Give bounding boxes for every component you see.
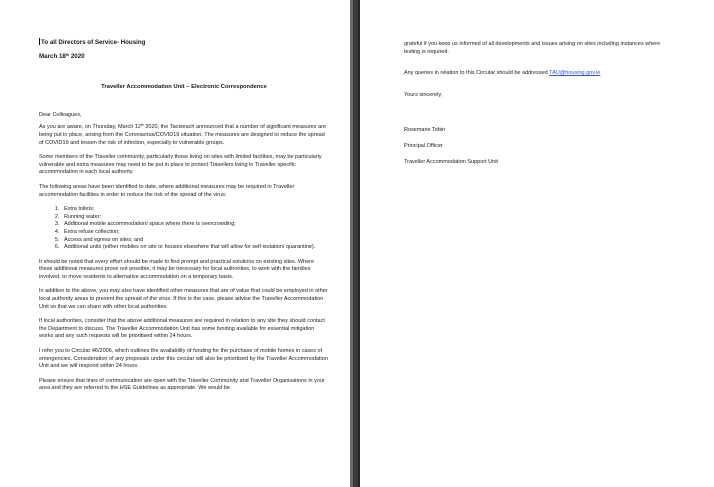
list-item: 5. Access and egress on sites; and <box>61 237 329 245</box>
page-1-body <box>39 38 329 400</box>
recipient-text: To all Directors of Service- Housing <box>41 39 146 46</box>
paragraph-7: I refer you to Circular 46/2006, which outlines the availability of funding for the purchase of mobile homes in cases of emergencies. Consideration of any proposals under this circular will also be prioritised by the Traveller Accommodation Unit and we will respond within 24 hours. <box>39 348 328 370</box>
measures-list <box>39 206 329 252</box>
letter-heading: Traveller Accommodation Unit – Electronic Correspondence <box>101 84 267 91</box>
queries-text: Any queries in relation to this Circular should be addressed <box>404 70 550 77</box>
closing: Yours sincerely, <box>404 91 443 98</box>
page-gap <box>350 0 360 487</box>
recipient-line <box>39 38 329 47</box>
list-item: 4. Extra refuse collection; <box>61 229 329 237</box>
page-gap-highlight <box>350 0 353 487</box>
paragraph-2: Some members of the Traveller community, particularly those living on sites with limited facilities, may be particularly vulnerable and extra measures may need to be put in place to protect Travellers living in Traveller specific accommodation in each local authority. <box>39 154 322 176</box>
text-cursor <box>39 38 40 45</box>
list-item: 3. Additional mobile accommodation/ space where there is overcrowding; <box>61 221 329 229</box>
paragraph-3: The following areas have been identified to date, where additional measures may be required in Traveller accommodation facilities in order to reduce the risk of the spread of the virus: <box>39 183 295 198</box>
paragraph-1-ordinal: th <box>140 123 144 128</box>
signatory-title: Principal Officer <box>404 142 443 149</box>
queries-paragraph <box>404 70 674 78</box>
paragraph-6: If local authorities, consider that the above additional measures are required in relation to any site they should contact the Department to discuss. The Traveller Accommodation Unit has some funding available for essential mitigation works and any such requests will be prioritised within 24 hours. <box>39 318 325 340</box>
signatory-unit: Traveller Accommodation Support Unit <box>404 158 498 165</box>
signatory-name: Rosemarie Tobin <box>404 127 446 134</box>
email-link[interactable]: TAU@housing.gov.ie <box>549 70 601 77</box>
list-item: 2. Running water; <box>61 214 329 222</box>
list-item: 6. Additional units (either mobiles on site or houses elsewhere that will allow for self-isolation/ quarantine). <box>61 244 329 252</box>
date-ordinal: th <box>65 52 70 57</box>
paragraph-8-continued: grateful if you keep us informed of all developments and issues arising on sites including instances where testing is required. <box>404 41 661 55</box>
paragraph-1-start: As you are aware, on Thursday, March 12 <box>39 124 141 131</box>
page-2-body <box>404 41 674 174</box>
date-year: 2020 <box>69 52 85 60</box>
list-item: 1. Extra toilets; <box>61 206 329 214</box>
paragraph-8: Please ensure that lines of communication are open with the Traveller Community and Traveller Organisations in your area and they are referred to the HSE Guidelines as appropriate. We would be <box>39 377 325 392</box>
paragraph-1-rest: 2020, the Taoiseach announced that a number of significant measures are being put in place, arising from the Coronavirus/COVID19 situation. The measures are designed to reduce the spread of COVID19 and lessen the risk of infection, especially to vulnerable groups. <box>39 124 326 146</box>
paragraph-4: It should be noted that every effort should be made to find prompt and practical solutions on existing sites. Where these additional measures prove not possible, it may be necessary for local authorities, to work with the families involved, to move residents to alternative accommodation on a temporary basis. <box>39 258 315 280</box>
salutation: Dear Colleagues, <box>39 111 82 118</box>
paragraph-1 <box>39 124 329 147</box>
document-page-1[interactable] <box>0 0 350 487</box>
paragraph-5: In addition to the above, you may also have identified other measures that are of value that could be employed in other local authority areas to prevent the spread of the virus. If this is the case, please advise the Traveller Accommodation Unit so that we can share with other local authorities. <box>39 288 328 310</box>
date-text: March 18 <box>39 52 66 60</box>
letter-date <box>39 53 329 61</box>
document-page-2[interactable] <box>360 0 714 487</box>
